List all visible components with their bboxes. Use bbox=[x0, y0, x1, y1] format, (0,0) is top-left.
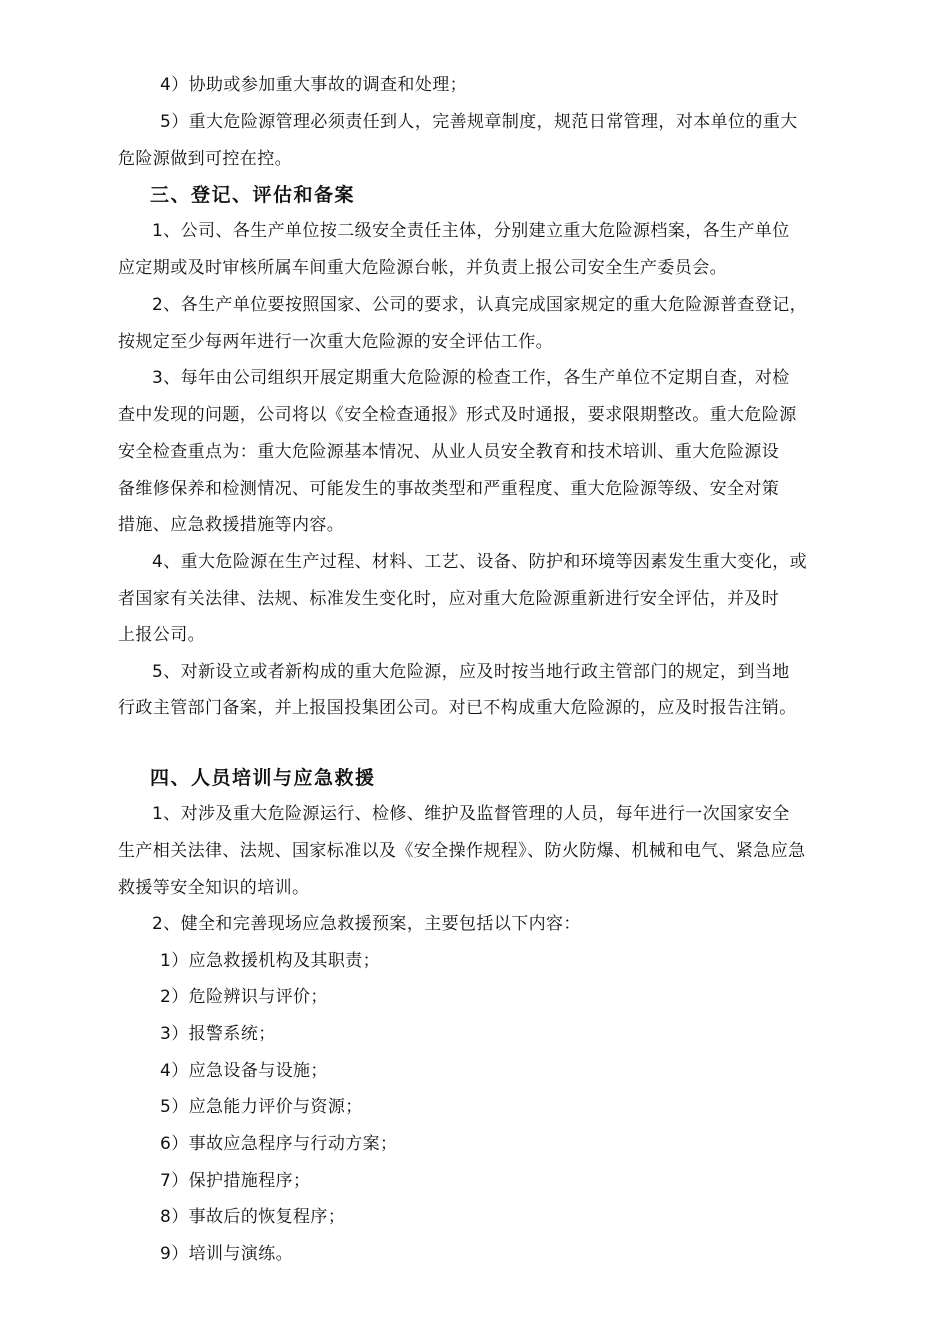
list-item: 7）保护措施程序； bbox=[160, 1171, 311, 1191]
paragraph-line: 危险源做到可控在控。 bbox=[118, 149, 292, 169]
paragraph-line: 3、每年由公司组织开展定期重大危险源的检查工作，各生产单位不定期自查，对检 bbox=[152, 368, 790, 388]
paragraph-line: 救援等安全知识的培训。 bbox=[118, 878, 310, 898]
paragraph-line: 1、公司、各生产单位按二级安全责任主体，分别建立重大危险源档案，各生产单位 bbox=[152, 221, 790, 241]
section-heading: 三、登记、评估和备案 bbox=[150, 184, 356, 206]
paragraph-line: 安全检查重点为：重大危险源基本情况、从业人员安全教育和技术培训、重大危险源设 bbox=[118, 442, 780, 462]
paragraph-line: 上报公司。 bbox=[118, 625, 205, 645]
list-item: 8）事故后的恢复程序； bbox=[160, 1207, 346, 1227]
paragraph-line: 生产相关法律、法规、国家标准以及《安全操作规程》、防火防爆、机械和电气、紧急应急 bbox=[118, 841, 806, 861]
paragraph-line: 5）重大危险源管理必须责任到人，完善规章制度，规范日常管理，对本单位的重大 bbox=[160, 112, 798, 132]
list-item: 5）应急能力评价与资源； bbox=[160, 1097, 363, 1117]
paragraph-line: 2、健全和完善现场应急救援预案，主要包括以下内容： bbox=[152, 914, 581, 934]
paragraph-line: 备维修保养和检测情况、可能发生的事故类型和严重程度、重大危险源等级、安全对策 bbox=[118, 479, 780, 499]
paragraph-line: 4）协助或参加重大事故的调查和处理； bbox=[160, 75, 468, 95]
list-item: 6）事故应急程序与行动方案； bbox=[160, 1134, 398, 1154]
paragraph-line: 应定期或及时审核所属车间重大危险源台帐，并负责上报公司安全生产委员会。 bbox=[118, 258, 727, 278]
paragraph-line: 按规定至少每两年进行一次重大危险源的安全评估工作。 bbox=[118, 332, 553, 352]
paragraph-line: 者国家有关法律、法规、标准发生变化时，应对重大危险源重新进行安全评估，并及时 bbox=[118, 589, 780, 609]
list-item: 1）应急救援机构及其职责； bbox=[160, 951, 381, 971]
list-item: 2）危险辨识与评价； bbox=[160, 987, 328, 1007]
paragraph-line: 2、各生产单位要按照国家、公司的要求，认真完成国家规定的重大危险源普查登记， bbox=[152, 295, 808, 315]
paragraph-line: 4、重大危险源在生产过程、材料、工艺、设备、防护和环境等因素发生重大变化，或 bbox=[152, 552, 808, 572]
list-item: 9）培训与演练。 bbox=[160, 1244, 294, 1264]
paragraph-line: 措施、应急救援措施等内容。 bbox=[118, 515, 345, 535]
section-heading: 四、人员培训与应急救援 bbox=[150, 767, 376, 789]
list-item: 3）报警系统； bbox=[160, 1024, 276, 1044]
paragraph-line: 5、对新设立或者新构成的重大危险源，应及时按当地行政主管部门的规定，到当地 bbox=[152, 662, 790, 682]
paragraph-line: 1、对涉及重大危险源运行、检修、维护及监督管理的人员，每年进行一次国家安全 bbox=[152, 804, 790, 824]
paragraph-line: 行政主管部门备案，并上报国投集团公司。对已不构成重大危险源的，应及时报告注销。 bbox=[118, 698, 797, 718]
paragraph-line: 查中发现的问题，公司将以《安全检查通报》形式及时通报，要求限期整改。重大危险源 bbox=[118, 405, 797, 425]
list-item: 4）应急设备与设施； bbox=[160, 1061, 328, 1081]
